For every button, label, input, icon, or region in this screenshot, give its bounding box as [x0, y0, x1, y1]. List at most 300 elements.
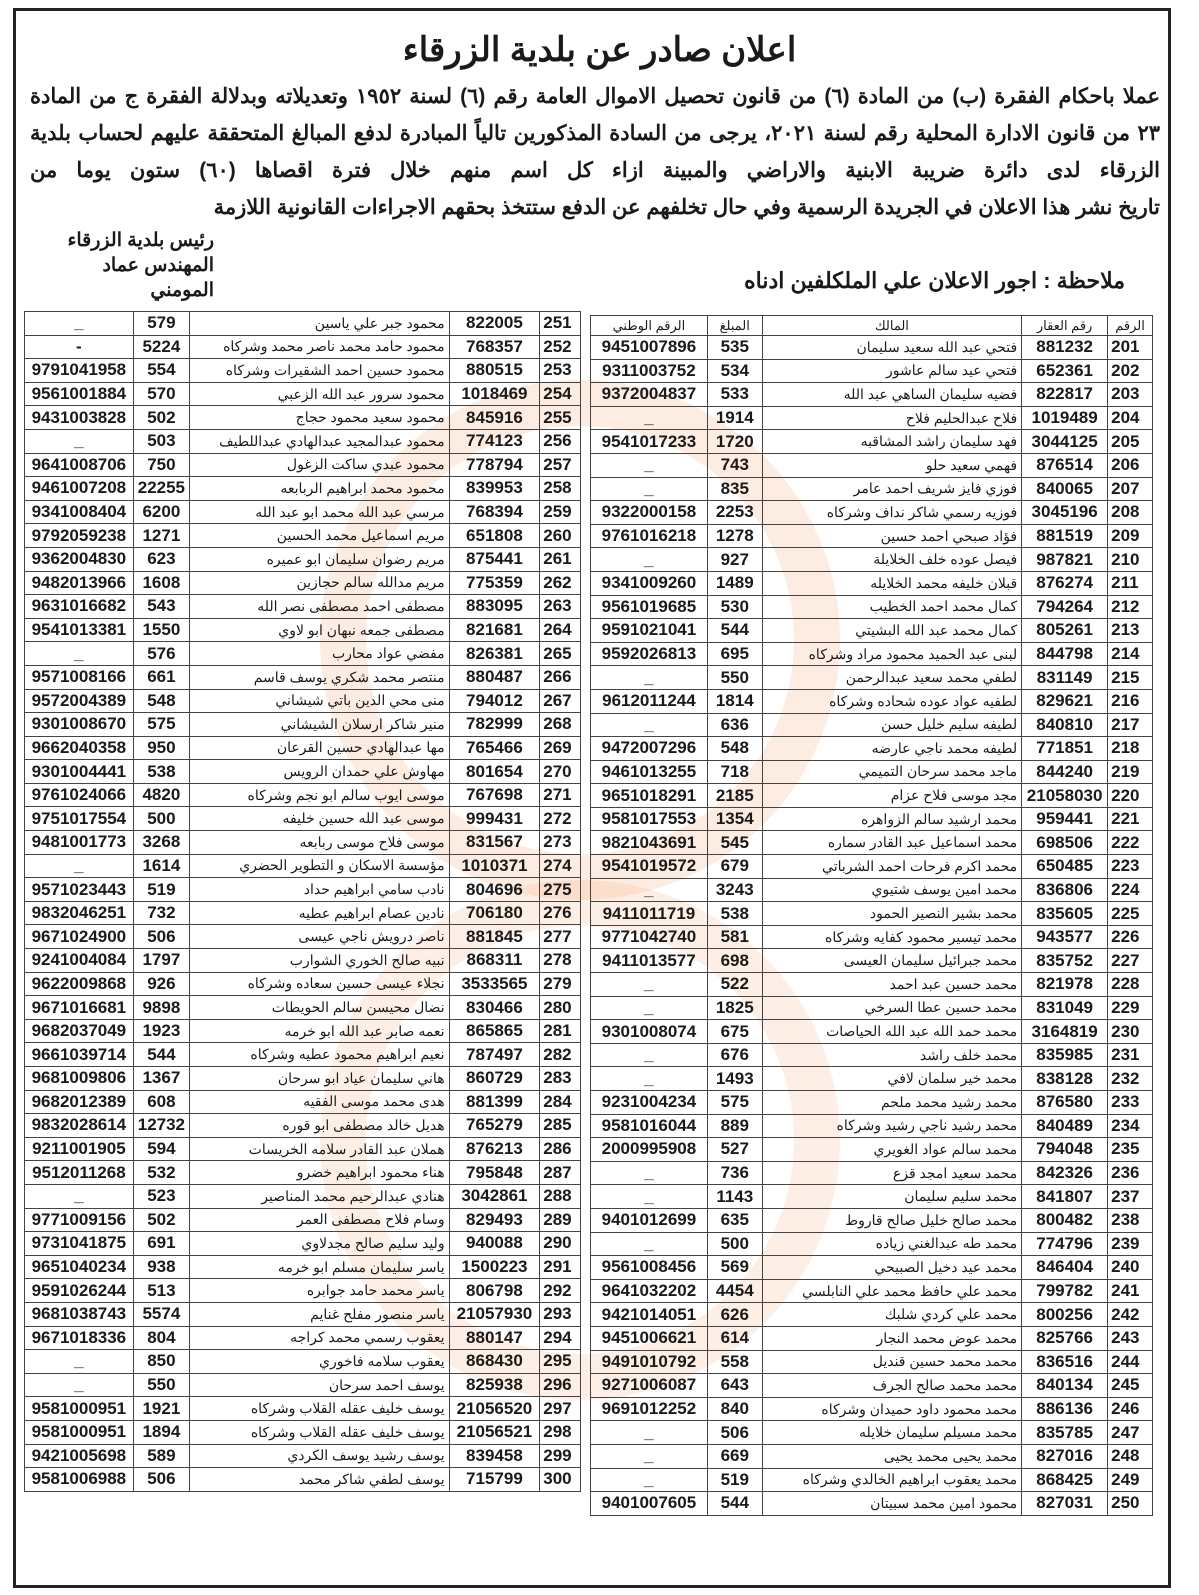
row-number: 247 [1108, 1421, 1153, 1445]
table-row [591, 1185, 1153, 1209]
owner-name: محمود محمد ابراهيم الربابعه [190, 477, 450, 501]
property-number: 883095 [449, 595, 540, 619]
table-row [591, 1492, 1153, 1516]
owner-name: قبلان خليفه محمد الخلايله [762, 571, 1021, 595]
table-row [591, 878, 1153, 902]
row-number: 224 [1108, 878, 1153, 902]
amount: 804 [133, 1326, 189, 1350]
national-id: 9561008456 [591, 1256, 708, 1280]
property-number: 768357 [449, 335, 540, 359]
property-number: 860729 [449, 1067, 540, 1091]
table-row [25, 972, 581, 996]
amount: 544 [133, 1043, 189, 1067]
property-number: 865865 [449, 1019, 540, 1043]
national-id: 9791041958 [25, 359, 134, 383]
amount: 538 [707, 902, 762, 926]
amount: 4454 [707, 1279, 762, 1303]
table-row [591, 453, 1153, 477]
row-number: 211 [1108, 571, 1153, 595]
row-number: 265 [540, 642, 581, 666]
owner-name: يعقوب رسمي محمد كراجه [190, 1326, 450, 1350]
row-number: 285 [540, 1114, 581, 1138]
property-number: 1500223 [449, 1255, 540, 1279]
amount: 543 [133, 595, 189, 619]
row-number: 205 [1108, 430, 1153, 454]
table-row [591, 1256, 1153, 1280]
owner-name: محمد يحيى محمد يحيى [762, 1444, 1021, 1468]
national-id: _ [591, 1185, 708, 1209]
property-number: 840134 [1022, 1374, 1108, 1398]
property-number: 881845 [449, 925, 540, 949]
table-row [591, 1208, 1153, 1232]
property-number: 831149 [1022, 666, 1108, 690]
owner-name: محمود سعيد محمود حجاج [190, 406, 450, 430]
national-id: 9311003752 [591, 359, 708, 383]
table-row [591, 1326, 1153, 1350]
table-row [591, 1303, 1153, 1327]
owner-name: محمد رشيد ناجي رشيد وشركاه [762, 1114, 1021, 1138]
table-row [591, 902, 1153, 926]
national-id: 9671016681 [25, 996, 134, 1020]
national-id: _ [591, 713, 708, 737]
national-id: 9691012252 [591, 1397, 708, 1421]
row-number: 270 [540, 760, 581, 784]
amount: 513 [133, 1279, 189, 1303]
table-row [25, 1444, 581, 1468]
owner-name: منتصر محمد شكري يوسف قاسم [190, 665, 450, 689]
table-row [25, 1373, 581, 1397]
national-id: 9771042740 [591, 925, 708, 949]
owner-name: محمد طه عبدالغني زياده [762, 1232, 1021, 1256]
row-number: 292 [540, 1279, 581, 1303]
fees-note: ملاحظة : اجور الاعلان علي الملكلفين ادناه [744, 268, 1125, 293]
table-row [25, 996, 581, 1020]
table-row [25, 312, 581, 336]
owner-name: منير شاكر ارسلان الشيشاني [190, 713, 450, 737]
amount: 548 [707, 737, 762, 761]
owner-name: هديل خالد مصطفى ابو قوره [190, 1114, 450, 1138]
amount: 548 [133, 689, 189, 713]
row-number: 203 [1108, 383, 1153, 407]
amount: 661 [133, 665, 189, 689]
amount: 626 [707, 1303, 762, 1327]
table-row [25, 807, 581, 831]
national-id: 9581017553 [591, 807, 708, 831]
owner-name: نضال محيسن سالم الحويطات [190, 996, 450, 1020]
row-number: 208 [1108, 501, 1153, 525]
amount: 1720 [707, 430, 762, 454]
table-row [591, 1138, 1153, 1162]
owner-name: محمد علي حافظ محمد علي النابلسي [762, 1279, 1021, 1303]
amount: 679 [707, 855, 762, 879]
national-id: 9661039714 [25, 1043, 134, 1067]
table-row [25, 524, 581, 548]
national-id: 9362004830 [25, 547, 134, 571]
owner-name: لطيفه سليم خليل حسن [762, 713, 1021, 737]
property-number: 804696 [449, 878, 540, 902]
row-number: 257 [540, 453, 581, 477]
national-id: 9472007296 [591, 737, 708, 761]
property-number: 1010371 [449, 854, 540, 878]
amount: 669 [707, 1444, 762, 1468]
national-id: 9541013381 [25, 618, 134, 642]
row-number: 252 [540, 335, 581, 359]
property-number: 650485 [1022, 855, 1108, 879]
national-id: 9401007605 [591, 1492, 708, 1516]
property-number: 806798 [449, 1279, 540, 1303]
owner-name: يوسف خليف عقله القلاب وشركاه [190, 1420, 450, 1444]
property-number: 21056520 [449, 1397, 540, 1421]
property-number: 774796 [1022, 1232, 1108, 1256]
owner-name: ماجد محمد سرحان التميمي [762, 760, 1021, 784]
national-id: 9571023443 [25, 878, 134, 902]
row-number: 255 [540, 406, 581, 430]
row-number: 294 [540, 1326, 581, 1350]
amount: 3268 [133, 831, 189, 855]
amount: 1825 [707, 996, 762, 1020]
amount: 535 [707, 336, 762, 360]
row-number: 254 [540, 382, 581, 406]
owner-name: نبيه صالح الخوري الشوارب [190, 949, 450, 973]
table-row [25, 618, 581, 642]
property-number: 844798 [1022, 642, 1108, 666]
row-number: 242 [1108, 1303, 1153, 1327]
row-number: 258 [540, 477, 581, 501]
owner-name: كمال محمد احمد الخطيب [762, 595, 1021, 619]
row-number: 215 [1108, 666, 1153, 690]
property-number: 21056521 [449, 1420, 540, 1444]
amount: 643 [707, 1374, 762, 1398]
table-row [25, 1302, 581, 1326]
table-row [591, 689, 1153, 713]
header-amount: المبلغ [707, 316, 762, 336]
property-number: 886136 [1022, 1397, 1108, 1421]
amount: 569 [707, 1256, 762, 1280]
amount: 523 [133, 1184, 189, 1208]
national-id: 9581006988 [25, 1468, 134, 1492]
amount: 519 [707, 1468, 762, 1492]
table-row [25, 595, 581, 619]
row-number: 218 [1108, 737, 1153, 761]
property-number: 842326 [1022, 1161, 1108, 1185]
amount: 614 [707, 1326, 762, 1350]
national-id: 9231004234 [591, 1091, 708, 1115]
row-number: 210 [1108, 548, 1153, 572]
row-number: 274 [540, 854, 581, 878]
property-number: 825766 [1022, 1326, 1108, 1350]
amount: 2253 [707, 501, 762, 525]
property-number: 651808 [449, 524, 540, 548]
signature-name: المهندس عماد المومني [102, 255, 214, 301]
national-id: - [25, 335, 134, 359]
owner-name: مجد موسى فلاح عزام [762, 784, 1021, 808]
owner-name: فهمي سعيد حلو [762, 453, 1021, 477]
property-number: 1018469 [449, 382, 540, 406]
row-number: 275 [540, 878, 581, 902]
row-number: 222 [1108, 831, 1153, 855]
table-row [25, 1350, 581, 1374]
property-number: 835785 [1022, 1421, 1108, 1445]
table-row [25, 1468, 581, 1492]
national-id: 9541017233 [591, 430, 708, 454]
property-number: 799782 [1022, 1279, 1108, 1303]
amount: 6200 [133, 500, 189, 524]
property-number: 768394 [449, 500, 540, 524]
header-num: الرقم [1108, 316, 1153, 336]
national-id: 9271006087 [591, 1374, 708, 1398]
national-id: 9821043691 [591, 831, 708, 855]
table-row [591, 1067, 1153, 1091]
table-row [591, 973, 1153, 997]
owner-name: نعيم ابراهيم محمود عطيه وشركاه [190, 1043, 450, 1067]
row-number: 243 [1108, 1326, 1153, 1350]
amount: 502 [133, 406, 189, 430]
table-row [591, 1350, 1153, 1374]
national-id: 9612011244 [591, 689, 708, 713]
national-id: _ [25, 1184, 134, 1208]
row-number: 297 [540, 1397, 581, 1421]
amount: 1894 [133, 1420, 189, 1444]
national-id: _ [25, 312, 134, 336]
row-number: 246 [1108, 1397, 1153, 1421]
property-number: 801654 [449, 760, 540, 784]
row-number: 273 [540, 831, 581, 855]
property-number: 778794 [449, 453, 540, 477]
national-id: 9671024900 [25, 925, 134, 949]
amount: 594 [133, 1137, 189, 1161]
announcement-title: اعلان صادر عن بلدية الزرقاء [402, 31, 797, 69]
row-number: 286 [540, 1137, 581, 1161]
national-id: 9681038743 [25, 1302, 134, 1326]
national-id: 9681009806 [25, 1067, 134, 1091]
amount: 570 [133, 382, 189, 406]
row-number: 268 [540, 713, 581, 737]
national-id: _ [591, 1067, 708, 1091]
row-number: 260 [540, 524, 581, 548]
row-number: 249 [1108, 1468, 1153, 1492]
amount: 736 [707, 1161, 762, 1185]
national-id: _ [591, 1421, 708, 1445]
owner-name: فوزيه رسمي شاكر نداف وشركاه [762, 501, 1021, 525]
owner-name: هنادي عبدالرحيم محمد المناصير [190, 1184, 450, 1208]
table-row [591, 1397, 1153, 1421]
national-id: 9461013255 [591, 760, 708, 784]
row-number: 201 [1108, 336, 1153, 360]
property-number: 838128 [1022, 1067, 1108, 1091]
owner-name: ناصر درويش ناجي عيسى [190, 925, 450, 949]
owner-name: مصطفى جمعه نبهان ابو لاوي [190, 618, 450, 642]
amount: 550 [707, 666, 762, 690]
row-number: 253 [540, 359, 581, 383]
table-row [25, 359, 581, 383]
property-number: 868425 [1022, 1468, 1108, 1492]
national-id: 9421005698 [25, 1444, 134, 1468]
taxpayers-table-left [24, 311, 581, 1492]
owner-name: لطيفه محمد ناجي عارضه [762, 737, 1021, 761]
table-row [591, 548, 1153, 572]
table-row [591, 642, 1153, 666]
national-id: _ [591, 878, 708, 902]
table-row [25, 477, 581, 501]
national-id: 9662040358 [25, 736, 134, 760]
amount: 22255 [133, 477, 189, 501]
row-number: 202 [1108, 359, 1153, 383]
row-number: 288 [540, 1184, 581, 1208]
amount: 889 [707, 1114, 762, 1138]
table-row [591, 619, 1153, 643]
table-row [591, 336, 1153, 360]
table-row [591, 1374, 1153, 1398]
row-number: 262 [540, 571, 581, 595]
amount: 545 [707, 831, 762, 855]
row-number: 281 [540, 1019, 581, 1043]
owner-name: نجلاء عيسى حسين سعاده وشركاه [190, 972, 450, 996]
table-row [25, 760, 581, 784]
national-id: 9651040234 [25, 1255, 134, 1279]
national-id: 9771009156 [25, 1208, 134, 1232]
amount: 750 [133, 453, 189, 477]
table-row [591, 524, 1153, 548]
amount: 1914 [707, 406, 762, 430]
row-number: 266 [540, 665, 581, 689]
owner-name: فتحي عيد سالم عاشور [762, 359, 1021, 383]
table-row [591, 1043, 1153, 1067]
owner-name: مفضي عواد محارب [190, 642, 450, 666]
owner-name: محمد علي كردي شلبك [762, 1303, 1021, 1327]
row-number: 269 [540, 736, 581, 760]
table-row [591, 1279, 1153, 1303]
table-row [591, 1444, 1153, 1468]
property-number: 841807 [1022, 1185, 1108, 1209]
owner-name: يوسف احمد سرحان [190, 1373, 450, 1397]
row-number: 234 [1108, 1114, 1153, 1138]
row-number: 232 [1108, 1067, 1153, 1091]
table-row [25, 1090, 581, 1114]
owner-name: محمد حمد الله عبد الله الحياصات [762, 1020, 1021, 1044]
property-number: 880515 [449, 359, 540, 383]
property-number: 827016 [1022, 1444, 1108, 1468]
table-row [591, 784, 1153, 808]
property-number: 767698 [449, 783, 540, 807]
row-number: 212 [1108, 595, 1153, 619]
amount: 1493 [707, 1067, 762, 1091]
national-id: 9731041875 [25, 1232, 134, 1256]
amount: 1550 [133, 618, 189, 642]
row-number: 251 [540, 312, 581, 336]
owner-name: محمد عوض محمد النجار [762, 1326, 1021, 1350]
row-number: 230 [1108, 1020, 1153, 1044]
amount: 635 [707, 1208, 762, 1232]
amount: 579 [133, 312, 189, 336]
owner-name: محمد محمد حسين قنديل [762, 1350, 1021, 1374]
owner-name: محمد سعيد امجد قزع [762, 1161, 1021, 1185]
national-id: 9592026813 [591, 642, 708, 666]
row-number: 276 [540, 901, 581, 925]
property-number: 836806 [1022, 878, 1108, 902]
amount: 1814 [707, 689, 762, 713]
amount: 5224 [133, 335, 189, 359]
property-number: 800256 [1022, 1303, 1108, 1327]
owner-name: هناء محمود ابراهيم خضرو [190, 1161, 450, 1185]
table-row [25, 713, 581, 737]
property-number: 21058030 [1022, 784, 1108, 808]
row-number: 231 [1108, 1043, 1153, 1067]
property-number: 839953 [449, 477, 540, 501]
property-number: 822005 [449, 312, 540, 336]
table-row [25, 878, 581, 902]
national-id: _ [591, 1232, 708, 1256]
row-number: 299 [540, 1444, 581, 1468]
national-id: 9682037049 [25, 1019, 134, 1043]
amount: 544 [707, 619, 762, 643]
table-row [591, 571, 1153, 595]
property-number: 774123 [449, 429, 540, 453]
property-number: 845916 [449, 406, 540, 430]
amount: 636 [707, 713, 762, 737]
amount: 581 [707, 925, 762, 949]
table-row [591, 807, 1153, 831]
national-id: 2000995908 [591, 1138, 708, 1162]
property-number: 765466 [449, 736, 540, 760]
property-number: 880487 [449, 665, 540, 689]
property-number: 825938 [449, 1373, 540, 1397]
property-number: 940088 [449, 1232, 540, 1256]
owner-name: ياسر منصور مفلح غنايم [190, 1302, 450, 1326]
owner-name: محمد سالم عواد الغويري [762, 1138, 1021, 1162]
national-id: _ [591, 1043, 708, 1067]
owner-name: وليد سليم صالح مجدلاوي [190, 1232, 450, 1256]
row-number: 296 [540, 1373, 581, 1397]
table-row [591, 831, 1153, 855]
table-row [591, 1020, 1153, 1044]
row-number: 225 [1108, 902, 1153, 926]
table-row [591, 855, 1153, 879]
amount: 1143 [707, 1185, 762, 1209]
table-row [591, 1114, 1153, 1138]
property-number: 830466 [449, 996, 540, 1020]
table-row [25, 783, 581, 807]
row-number: 240 [1108, 1256, 1153, 1280]
row-number: 283 [540, 1067, 581, 1091]
owner-name: محمد حسين عطا السرخي [762, 996, 1021, 1020]
national-id: 9561019685 [591, 595, 708, 619]
national-id: _ [591, 666, 708, 690]
table-row [591, 760, 1153, 784]
owner-name: محمود سرور عبد الله الزعبي [190, 382, 450, 406]
table-header-row [591, 316, 1153, 336]
signature-block [34, 228, 214, 303]
owner-name: وسام فلاح مصطفى العمر [190, 1208, 450, 1232]
amount: 732 [133, 901, 189, 925]
amount: 12732 [133, 1114, 189, 1138]
national-id: 9451007896 [591, 336, 708, 360]
owner-name: مريم اسماعيل محمد الحسين [190, 524, 450, 548]
amount: 4820 [133, 783, 189, 807]
amount: 927 [707, 548, 762, 572]
property-number: 875441 [449, 547, 540, 571]
row-number: 291 [540, 1255, 581, 1279]
row-number: 233 [1108, 1091, 1153, 1115]
row-number: 277 [540, 925, 581, 949]
property-number: 21057930 [449, 1302, 540, 1326]
table-row [591, 1161, 1153, 1185]
amount: 589 [133, 1444, 189, 1468]
owner-name: محمود امين محمد سبيتان [762, 1492, 1021, 1516]
row-number: 216 [1108, 689, 1153, 713]
national-id: _ [591, 1444, 708, 1468]
amount: 1614 [133, 854, 189, 878]
amount: 1271 [133, 524, 189, 548]
